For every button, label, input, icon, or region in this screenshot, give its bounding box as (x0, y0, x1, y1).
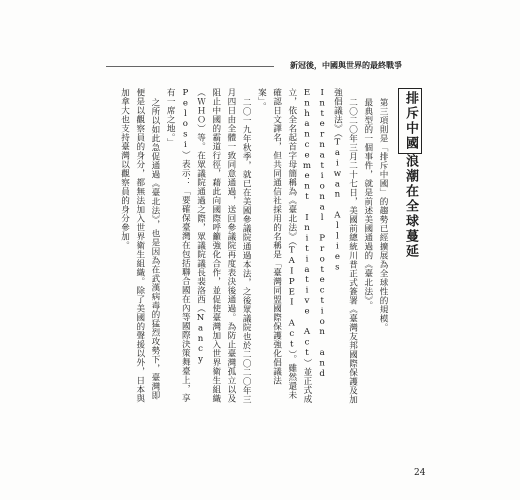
paragraph-5: 之所以如此急促通過《臺北法》，也是因為在武漢病毒的猛烈攻勢下，臺灣即便是以觀察員的身分，都無法加入世界衛生組織。除了美國的聲援以外，日本與加拿大也支持臺灣以觀察員的身分參加。 (119, 88, 160, 403)
paragraph-4: 二〇一九年秋季，就已在美國參議院通過本法，之後眾議院也於二〇二〇年三月四日由全體一致同意通過，送回參議院再度表決後通過。為防止臺灣孤立以及阻止中國的霸道行徑，藉此向國際呼籲強化合作，並促使臺灣加入世界衛生組織（ＷＨＯ）等。在眾議院通過之際，眾議院議長裴洛西（Nancy Pelosi）表示：「要確保臺灣在包括聯合國在內等國際決策舞臺上，享有一席之地。」 (165, 88, 252, 405)
running-header: 新冠後，中國與世界的最終戰爭 (290, 60, 402, 70)
paragraph-3: 二〇二〇年三月二十七日，美國前總統川普正式簽署《臺灣友邦國際保護及加強倡議法》（Taiwan Allies International Protection and Enhancement Initiative Act）並正式成立，依全名起首字母簡稱為《臺北法》（TAIPEI Act）。雖然還未確認日文譯名，但共同通信社採用的名稱是「臺灣同盟國際保護強化倡議法案」。 (256, 88, 358, 405)
heading-boxed-text: 排斥中國 (398, 88, 422, 154)
vertical-text-body (92, 88, 434, 406)
header-rule (106, 66, 274, 67)
paragraph-1: 第三項則是「排斥中國」的趨勢已經擴展為全球性的規模。 (378, 98, 388, 333)
section-heading (398, 88, 422, 259)
heading-rest-text: 浪潮在全球蔓延 (403, 154, 418, 259)
page-number: 24 (414, 468, 426, 478)
paragraph-2: 最典型的一個事件，就是前述美國通過的《臺北法》。 (362, 98, 373, 311)
